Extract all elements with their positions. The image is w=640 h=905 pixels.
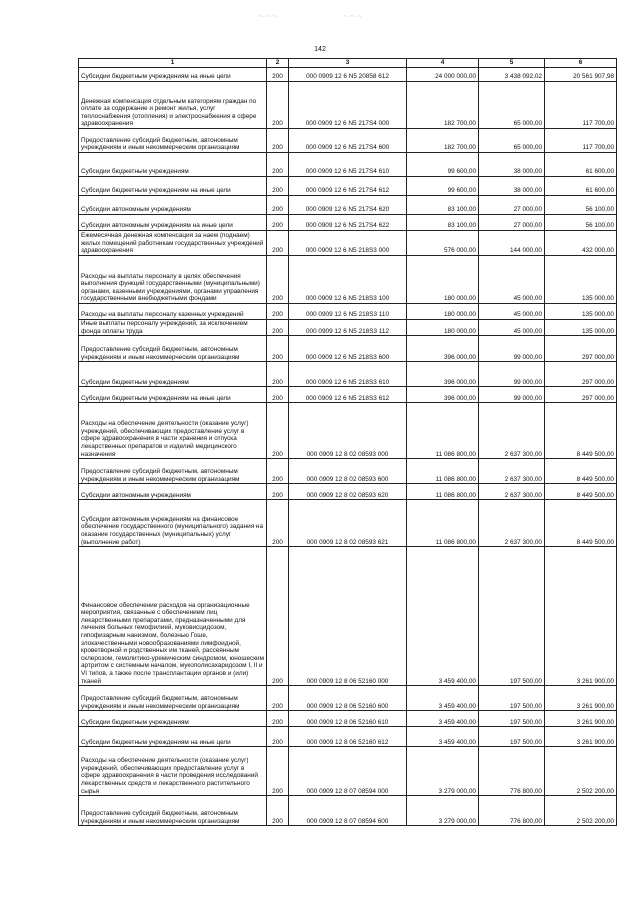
row-value-6: 20 561 907,98 bbox=[545, 68, 617, 82]
scan-noise: ~·~·~ bbox=[343, 14, 363, 20]
row-code: 000 0909 12 6 N5 218S3 612 bbox=[289, 387, 407, 403]
row-vr: 200 bbox=[267, 320, 289, 336]
table-row bbox=[79, 387, 617, 403]
row-value-4: 396 000,00 bbox=[407, 362, 479, 387]
row-value-5: 144 000,00 bbox=[479, 231, 545, 256]
row-vr: 200 bbox=[267, 459, 289, 484]
row-name: Субсидии бюджетным учреждениям на иные цели bbox=[79, 387, 267, 403]
table-row bbox=[79, 747, 617, 796]
row-code: 000 0909 12 6 N5 218S3 112 bbox=[289, 320, 407, 336]
row-vr: 200 bbox=[267, 711, 289, 727]
row-code: 000 0909 12 8 02 08593 600 bbox=[289, 459, 407, 484]
page-number: 142 bbox=[314, 46, 326, 53]
row-value-4: 3 279 000,00 bbox=[407, 747, 479, 796]
row-value-6: 135 000,00 bbox=[545, 256, 617, 304]
row-vr: 200 bbox=[267, 129, 289, 153]
row-value-5: 197 500,00 bbox=[479, 686, 545, 711]
row-value-6: 117 700,00 bbox=[545, 82, 617, 129]
row-value-4: 99 600,00 bbox=[407, 177, 479, 196]
row-name: Расходы на обеспечение деятельности (оказание услуг) учреждений, обеспечивающих предоставление услуг в сфере здравоохранения в части хранения и отпуска лекарственных препаратов и изделий медицинского назначения bbox=[79, 403, 267, 459]
row-name: Предоставление субсидий бюджетным, автономным учреждениям и иным некоммерческим организациям bbox=[79, 459, 267, 484]
table-row bbox=[79, 153, 617, 177]
row-value-6: 56 100,00 bbox=[545, 196, 617, 215]
table-row bbox=[79, 129, 617, 153]
row-value-6: 297 000,00 bbox=[545, 387, 617, 403]
row-name: Иные выплаты персоналу учреждений, за исключением фонда оплаты труда bbox=[79, 320, 267, 336]
row-value-5: 38 000,00 bbox=[479, 153, 545, 177]
table-row bbox=[79, 686, 617, 711]
table-row bbox=[79, 177, 617, 196]
row-value-5: 45 000,00 bbox=[479, 320, 545, 336]
row-vr: 200 bbox=[267, 362, 289, 387]
row-code: 000 0909 12 8 02 08593 621 bbox=[289, 500, 407, 547]
row-vr: 200 bbox=[267, 387, 289, 403]
row-value-6: 8 449 500,00 bbox=[545, 484, 617, 500]
table-row bbox=[79, 231, 617, 256]
row-name: Субсидии автономным учреждениям bbox=[79, 196, 267, 215]
row-code: 000 0909 12 8 06 52160 610 bbox=[289, 711, 407, 727]
row-value-4: 11 086 800,00 bbox=[407, 500, 479, 547]
table-row bbox=[79, 500, 617, 547]
row-value-6: 8 449 500,00 bbox=[545, 459, 617, 484]
row-vr: 200 bbox=[267, 304, 289, 320]
row-code: 000 0909 12 6 N5 217S4 622 bbox=[289, 215, 407, 231]
row-vr: 200 bbox=[267, 686, 289, 711]
row-value-4: 182 700,00 bbox=[407, 82, 479, 129]
row-value-6: 117 700,00 bbox=[545, 129, 617, 153]
row-value-5: 99 000,00 bbox=[479, 362, 545, 387]
row-name: Предоставление субсидий бюджетным, автономным учреждениям и иным некоммерческим организациям bbox=[79, 129, 267, 153]
row-value-4: 576 000,00 bbox=[407, 231, 479, 256]
row-value-4: 3 459 400,00 bbox=[407, 727, 479, 747]
table-row bbox=[79, 459, 617, 484]
header-cell: 4 bbox=[407, 59, 479, 68]
row-vr: 200 bbox=[267, 727, 289, 747]
row-code: 000 0909 12 8 02 08593 620 bbox=[289, 484, 407, 500]
row-value-4: 396 000,00 bbox=[407, 387, 479, 403]
row-value-5: 776 800,00 bbox=[479, 796, 545, 826]
row-value-6: 8 449 500,00 bbox=[545, 500, 617, 547]
table-row bbox=[79, 362, 617, 387]
row-value-5: 2 637 300,00 bbox=[479, 403, 545, 459]
row-value-5: 45 000,00 bbox=[479, 304, 545, 320]
row-value-5: 776 800,00 bbox=[479, 747, 545, 796]
row-value-5: 27 000,00 bbox=[479, 196, 545, 215]
row-value-6: 135 000,00 bbox=[545, 304, 617, 320]
budget-table bbox=[78, 58, 617, 826]
row-vr: 200 bbox=[267, 500, 289, 547]
table-row bbox=[79, 82, 617, 129]
row-value-4: 11 086 800,00 bbox=[407, 459, 479, 484]
row-value-4: 182 700,00 bbox=[407, 129, 479, 153]
row-code: 000 0909 12 6 N5 218S3 000 bbox=[289, 231, 407, 256]
row-value-5: 65 000,00 bbox=[479, 82, 545, 129]
row-value-6: 432 000,00 bbox=[545, 231, 617, 256]
row-name: Расходы на обеспечение деятельности (оказание услуг) учреждений, обеспечивающих предоставление услуг в сфере здравоохранения в части проведения исследований лекарственных средств и лекарственного растительного сырья bbox=[79, 747, 267, 796]
row-value-6: 2 502 200,00 bbox=[545, 747, 617, 796]
row-vr: 200 bbox=[267, 196, 289, 215]
row-value-6: 2 502 200,00 bbox=[545, 796, 617, 826]
row-code: 000 0909 12 8 07 08594 000 bbox=[289, 747, 407, 796]
row-name: Субсидии бюджетным учреждениям bbox=[79, 711, 267, 727]
row-value-6: 297 000,00 bbox=[545, 336, 617, 362]
row-name: Субсидии бюджетным учреждениям bbox=[79, 362, 267, 387]
row-name: Субсидии автономным учреждениям на иные цели bbox=[79, 215, 267, 231]
row-value-6: 135 000,00 bbox=[545, 320, 617, 336]
row-code: 000 0909 12 8 06 52160 612 bbox=[289, 727, 407, 747]
row-vr: 200 bbox=[267, 153, 289, 177]
table-row bbox=[79, 403, 617, 459]
row-code: 000 0909 12 6 N5 217S4 600 bbox=[289, 129, 407, 153]
row-value-4: 3 459 400,00 bbox=[407, 711, 479, 727]
row-value-5: 27 000,00 bbox=[479, 215, 545, 231]
row-code: 000 0909 12 8 06 52160 600 bbox=[289, 686, 407, 711]
table-header-row bbox=[79, 59, 617, 68]
row-name: Ежемесячная денежная компенсация за наем (поднаем) жилых помещений работникам государственных учреждений здравоохранения bbox=[79, 231, 267, 256]
row-value-5: 45 000,00 bbox=[479, 256, 545, 304]
row-vr: 200 bbox=[267, 747, 289, 796]
table-row bbox=[79, 484, 617, 500]
row-value-5: 2 637 300,00 bbox=[479, 459, 545, 484]
row-vr: 200 bbox=[267, 215, 289, 231]
table-row bbox=[79, 547, 617, 686]
row-value-6: 297 000,00 bbox=[545, 362, 617, 387]
header-cell: 2 bbox=[267, 59, 289, 68]
row-value-5: 99 000,00 bbox=[479, 387, 545, 403]
row-value-4: 3 459 400,00 bbox=[407, 686, 479, 711]
row-value-4: 180 000,00 bbox=[407, 320, 479, 336]
row-code: 000 0909 12 8 02 08593 000 bbox=[289, 403, 407, 459]
row-name: Предоставление субсидий бюджетным, автономным учреждениям и иным некоммерческим организациям bbox=[79, 796, 267, 826]
table-row bbox=[79, 320, 617, 336]
row-code: 000 0909 12 6 N5 20858 612 bbox=[289, 68, 407, 82]
row-name: Финансовое обеспечение расходов на организационные мероприятия, связанные с обеспечением лиц лекарственными препаратами, предназначенными для лечения больных гемофилией, муковисцидозом, гипофизарным нанизмом, болезнью Гоше, злокачественными новообразованиями лимфоидной, кроветворной и родственных им тканей, рассеянным склерозом, гемолитико-уремическим синдромом, юношеским артритом с системным началом, мукополисахаридозом I, II и VI типов, а также после трансплантации органов и (или) тканей bbox=[79, 547, 267, 686]
row-value-5: 197 500,00 bbox=[479, 547, 545, 686]
row-value-5: 3 438 092,02 bbox=[479, 68, 545, 82]
row-vr: 200 bbox=[267, 231, 289, 256]
row-value-4: 396 000,00 bbox=[407, 336, 479, 362]
row-name: Предоставление субсидий бюджетным, автономным учреждениям и иным некоммерческим организациям bbox=[79, 336, 267, 362]
row-name: Расходы на выплаты персоналу в целях обеспечения выполнения функций государственными (муниципальными) органами, казенными учреждениями, органами управления государственными внебюджетными фондами bbox=[79, 256, 267, 304]
table-row bbox=[79, 68, 617, 82]
table-row bbox=[79, 196, 617, 215]
row-value-5: 197 500,00 bbox=[479, 727, 545, 747]
row-vr: 200 bbox=[267, 336, 289, 362]
header-cell: 1 bbox=[79, 59, 267, 68]
table-row bbox=[79, 711, 617, 727]
table-row bbox=[79, 336, 617, 362]
row-value-6: 3 261 900,00 bbox=[545, 547, 617, 686]
row-value-6: 3 261 900,00 bbox=[545, 727, 617, 747]
row-value-5: 2 637 300,00 bbox=[479, 484, 545, 500]
table-row bbox=[79, 304, 617, 320]
row-value-6: 3 261 900,00 bbox=[545, 711, 617, 727]
row-vr: 200 bbox=[267, 484, 289, 500]
row-value-4: 3 279 000,00 bbox=[407, 796, 479, 826]
row-name: Предоставление субсидий бюджетным, автономным учреждениям и иным некоммерческим организациям bbox=[79, 686, 267, 711]
row-vr: 200 bbox=[267, 177, 289, 196]
scan-noise: ~·~·~ bbox=[258, 14, 278, 20]
table-row bbox=[79, 796, 617, 826]
row-name: Субсидии автономным учреждениям bbox=[79, 484, 267, 500]
row-name: Субсидии бюджетным учреждениям на иные цели bbox=[79, 68, 267, 82]
row-code: 000 0909 12 6 N5 217S4 610 bbox=[289, 153, 407, 177]
table-row bbox=[79, 215, 617, 231]
row-name: Субсидии автономным учреждениям на финансовое обеспечение государственного (муниципального) задания на оказание государственных (муниципальных) услуг (выполнение работ) bbox=[79, 500, 267, 547]
row-value-4: 3 459 400,00 bbox=[407, 547, 479, 686]
row-name: Расходы на выплаты персоналу казенных учреждений bbox=[79, 304, 267, 320]
row-value-4: 24 000 000,00 bbox=[407, 68, 479, 82]
row-value-6: 3 261 900,00 bbox=[545, 686, 617, 711]
row-code: 000 0909 12 6 N5 217S4 612 bbox=[289, 177, 407, 196]
row-code: 000 0909 12 8 07 08594 600 bbox=[289, 796, 407, 826]
row-code: 000 0909 12 6 N5 218S3 600 bbox=[289, 336, 407, 362]
row-vr: 200 bbox=[267, 68, 289, 82]
row-value-4: 11 086 800,00 bbox=[407, 403, 479, 459]
table-row bbox=[79, 727, 617, 747]
row-code: 000 0909 12 6 N5 218S3 610 bbox=[289, 362, 407, 387]
row-value-4: 11 086 800,00 bbox=[407, 484, 479, 500]
row-value-4: 99 600,00 bbox=[407, 153, 479, 177]
row-value-4: 83 100,00 bbox=[407, 215, 479, 231]
header-cell: 5 bbox=[479, 59, 545, 68]
table-row bbox=[79, 256, 617, 304]
row-name: Субсидии бюджетным учреждениям на иные цели bbox=[79, 177, 267, 196]
row-vr: 200 bbox=[267, 796, 289, 826]
row-code: 000 0909 12 6 N5 218S3 110 bbox=[289, 304, 407, 320]
row-value-6: 8 449 500,00 bbox=[545, 403, 617, 459]
row-value-5: 65 000,00 bbox=[479, 129, 545, 153]
row-value-6: 56 100,00 bbox=[545, 215, 617, 231]
row-name: Субсидии бюджетным учреждениям на иные цели bbox=[79, 727, 267, 747]
row-vr: 200 bbox=[267, 256, 289, 304]
row-value-4: 180 000,00 bbox=[407, 304, 479, 320]
row-code: 000 0909 12 6 N5 217S4 000 bbox=[289, 82, 407, 129]
row-value-4: 83 100,00 bbox=[407, 196, 479, 215]
row-value-4: 180 000,00 bbox=[407, 256, 479, 304]
row-code: 000 0909 12 8 06 52160 000 bbox=[289, 547, 407, 686]
row-vr: 200 bbox=[267, 82, 289, 129]
header-cell: 3 bbox=[289, 59, 407, 68]
row-value-6: 61 600,00 bbox=[545, 177, 617, 196]
row-name: Субсидии бюджетным учреждениям bbox=[79, 153, 267, 177]
header-cell: 6 bbox=[545, 59, 617, 68]
row-value-6: 61 600,00 bbox=[545, 153, 617, 177]
row-vr: 200 bbox=[267, 403, 289, 459]
row-code: 000 0909 12 6 N5 217S4 620 bbox=[289, 196, 407, 215]
row-name: Денежная компенсация отдельным категориям граждан по оплате за содержание и ремонт жилья, услуг теплоснабжения (отопления) и электроснабжения в сфере здравоохранения bbox=[79, 82, 267, 129]
row-value-5: 99 000,00 bbox=[479, 336, 545, 362]
row-value-5: 197 500,00 bbox=[479, 711, 545, 727]
row-vr: 200 bbox=[267, 547, 289, 686]
row-code: 000 0909 12 6 N5 218S3 100 bbox=[289, 256, 407, 304]
row-value-5: 38 000,00 bbox=[479, 177, 545, 196]
row-value-5: 2 637 300,00 bbox=[479, 500, 545, 547]
